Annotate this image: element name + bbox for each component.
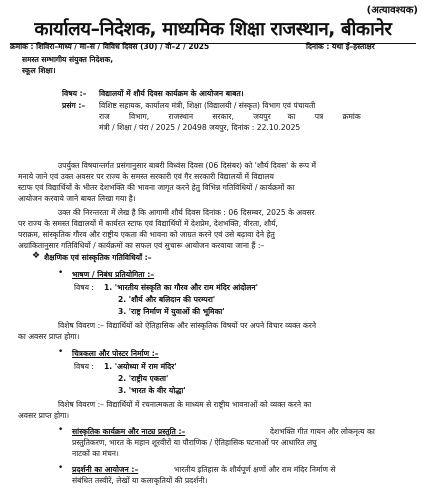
drawing-topic-2: 2. 'राष्ट्रीय एकता' bbox=[118, 374, 169, 383]
para1-line-2: मनाये जाने एवं उक्त अवसर पर राज्य के समस्त सरकारी एवं गैर सरकारी विद्यालयों में विद्यालय bbox=[18, 172, 274, 181]
office-heading: कार्यालय–निदेशक, माध्यमिक शिक्षा राजस्थान, बीकानेर bbox=[10, 16, 416, 44]
diamond-bullet-icon: ❖ bbox=[32, 251, 41, 261]
bullet-icon: • bbox=[58, 463, 64, 473]
subject-label: विषय :– bbox=[62, 89, 87, 98]
drawing-detail-1: विशेष विवरण :– विद्यार्थियों में रचनात्मकता के माध्यम से राष्ट्रीय भावनाओं को व्यक्त करने का bbox=[58, 400, 312, 409]
essay-detail-1: विशेष विवरण :– विद्यार्थियों को ऐतिहासिक और सांस्कृतिक विषयों पर अपने विचार व्यक्त करने bbox=[58, 321, 317, 330]
para2-line-4: अग्रांकितानुसार गतिविधियों / कार्यक्रमों का सफल एवं सुचारू आयोजन करवाया जाना हैं :– bbox=[18, 241, 265, 250]
drawing-topic-1: 1. 'अयोध्या में राम मंदिर' bbox=[104, 362, 177, 371]
drawing-detail-2: अवसर प्राप्त होगा। bbox=[18, 411, 70, 420]
reference-line-1: विशिष्ट सहायक, कार्यालय मंत्री, शिक्षा (विद्यालयी / संस्कृत) विभाग एवं पंचायती bbox=[99, 101, 316, 110]
reference-line-2: राज विभाग, राजस्थान सरकार, जयपुर का पत्र क्रमांक bbox=[99, 112, 361, 121]
drawing-topic-3: 3. 'भारत के वीर योद्धा' bbox=[118, 386, 186, 395]
ref-number: क्रमांक : शिविरा–माध्य / मा–स / विविध दिवस (30) / वो–2 / 2025 bbox=[10, 42, 210, 51]
subject-text: विद्यालयों में शौर्य दिवस कार्यक्रम के आयोजन बाबत। bbox=[99, 89, 244, 98]
para1-line-4: आयोजन करवाये जाने बाबत लिखा गया है। bbox=[18, 194, 136, 203]
recipient-line-2: स्कूल शिक्षा। bbox=[22, 66, 56, 75]
recipient-line-1: समस्त सम्भागीय संयुक्त निदेशक, bbox=[22, 55, 114, 64]
cultural-title: सांस्कृतिक कार्यक्रम और नाट्य प्रस्तुति :– bbox=[72, 427, 186, 436]
exhibit-title: प्रदर्शनी का आयोजन :– bbox=[72, 465, 139, 474]
drawing-topic-label: विषय : bbox=[74, 362, 94, 371]
reference-label: प्रसंग :– bbox=[62, 101, 86, 110]
drawing-title: चित्रकला और पोस्टर निर्माण :– bbox=[72, 349, 159, 358]
essay-topic-label: विषय : bbox=[74, 283, 94, 292]
essay-topic-2: 2. 'शौर्य और बलिदान की परम्परा' bbox=[118, 295, 216, 304]
reference-line-3: मंत्री / शिक्षा / पंरा / 2025 / 20498 जयपुर, दिनांक : 22.10.2025 bbox=[99, 123, 301, 132]
essay-topic-1: 1. 'भारतीय संस्कृति का गौरव और राम मंदिर आंदोलन' bbox=[104, 283, 258, 292]
section-heading: शैक्षणिक एवं सांस्कृतिक गतिविधियाँ :– bbox=[44, 253, 152, 262]
cultural-line-3: नाटकों का मंचन। bbox=[72, 449, 119, 458]
cultural-line-1: देशभक्ति गीत गायन और लोकनृत्य का bbox=[270, 427, 375, 436]
cultural-line-2: प्रस्तुतिकरण, भारत के महान शूरवीरों या पौराणिक / ऐतिहासिक घटनाओं पर आधारित लघु bbox=[72, 438, 317, 447]
para2-line-1: उक्त की निरन्तरता में लेख है कि आगामी शौर्य दिवस दिनांक : 06 दिसम्बर, 2025 के अवसर bbox=[58, 208, 315, 217]
bullet-icon: • bbox=[58, 425, 64, 435]
para2-line-3: पराक्रम, सांस्कृतिक गौरव और राष्ट्रीय एकता की भावना को जाग्रत करने एवं उसे बढ़ावा देने हेतु bbox=[18, 230, 275, 239]
bullet-icon: • bbox=[58, 347, 64, 357]
para1-line-3: स्टाफ एवं विद्यार्थियों के भीतर देशभक्ति की भावना जागृत करने हेतु विभिन्न गतिविधियों / कार्यक्रमों का bbox=[18, 183, 295, 192]
essay-detail-2: का अवसर प्राप्त होगा। bbox=[18, 332, 80, 341]
essay-topic-3: 3. 'राष्ट्र निर्माण में युवाओं की भूमिका' bbox=[118, 307, 225, 316]
para2-line-2: पर राज्य के समस्त विद्यालयों में कार्यरत स्टाफ एवं विद्यार्थियों में देशप्रेम, देशभक्ति, वीरता, शौर्य, bbox=[18, 219, 278, 228]
urgent-label: (अत्यावश्यक) bbox=[366, 5, 418, 16]
para1-line-1: उपर्युक्त विषयान्तर्गत प्रसंगानुसार बाबरी विध्वंस दिवस (06 दिसंबर) को 'शौर्य दिवस' के रूप में bbox=[58, 161, 317, 170]
date-label: दिनांक : यथा ई–हस्ताक्षर bbox=[306, 42, 375, 51]
essay-title: भाषण / निबंध प्रतियोगिता :– bbox=[72, 270, 155, 279]
exhibit-line-1: भारतीय इतिहास के शौर्यपूर्ण क्षणों और राम मंदिर निर्माण से bbox=[174, 465, 336, 474]
exhibit-line-2: संबंधित तस्वीरें, लेखों या कलाकृतियों की प्रदर्शनी। bbox=[72, 476, 208, 485]
bullet-icon: • bbox=[58, 268, 64, 278]
